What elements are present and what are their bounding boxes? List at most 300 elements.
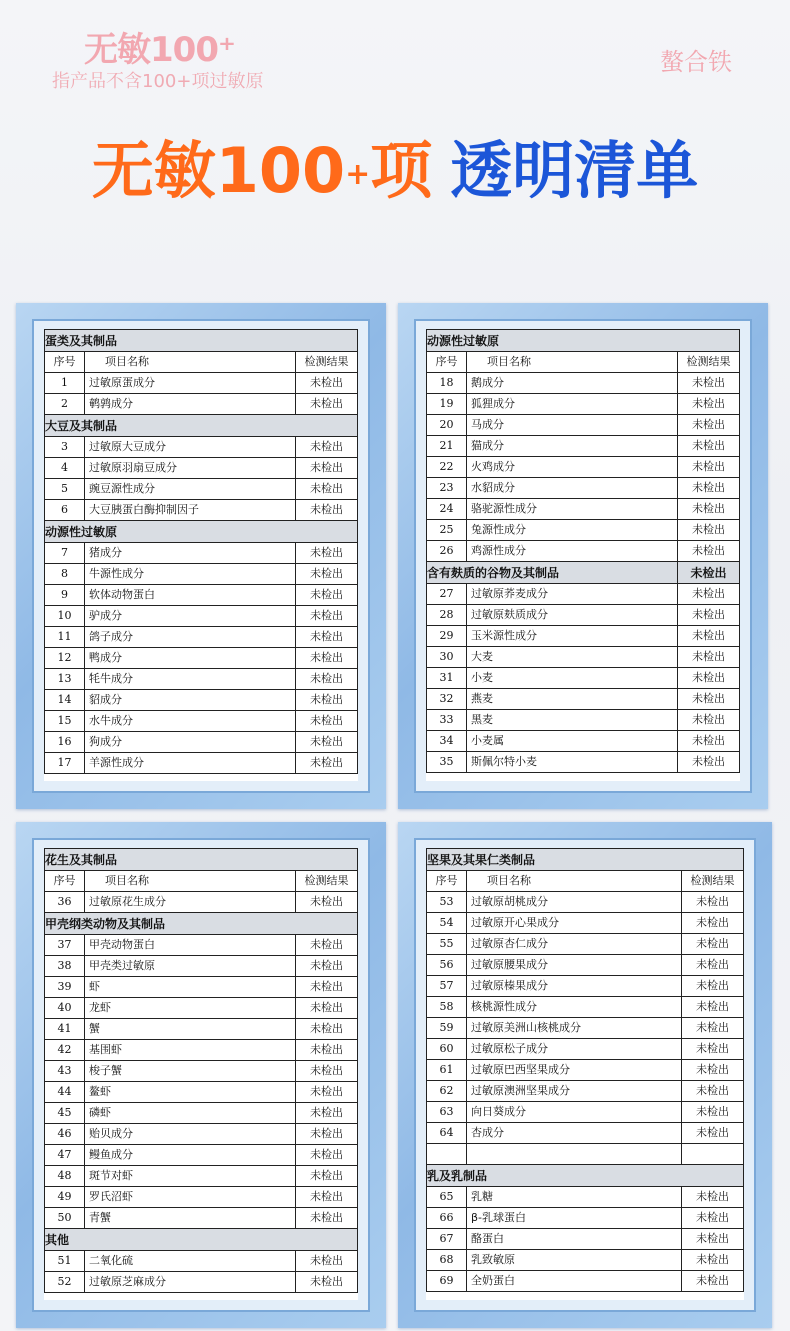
- row-result: [681, 1144, 743, 1165]
- col-header-no: 序号: [427, 352, 467, 373]
- row-number: 38: [45, 956, 85, 977]
- row-result: 未检出: [295, 585, 357, 606]
- table-row: [427, 1144, 744, 1165]
- row-result: 未检出: [677, 520, 739, 541]
- row-item-name: 鸡源性成分: [467, 541, 678, 562]
- table-row: [45, 732, 358, 753]
- row-number: 42: [45, 1040, 85, 1061]
- headline-orange: [92, 134, 433, 207]
- table-row: [45, 543, 358, 564]
- row-result: 未检出: [677, 436, 739, 457]
- row-number: 29: [427, 626, 467, 647]
- row-number: 31: [427, 668, 467, 689]
- row-item-name: 罗氏沼虾: [85, 1187, 296, 1208]
- row-number: 41: [45, 1019, 85, 1040]
- section-row: [427, 1165, 744, 1187]
- row-result: 未检出: [295, 648, 357, 669]
- table-row: [427, 997, 744, 1018]
- row-item-name: 大豆胰蛋白酶抑制因子: [85, 500, 296, 521]
- section-title: 蛋类及其制品: [45, 330, 358, 352]
- row-item-name: 虾: [85, 977, 296, 998]
- row-item-name: 过敏原芝麻成分: [85, 1272, 296, 1293]
- allergen-table: [426, 848, 744, 1292]
- row-number: 18: [427, 373, 467, 394]
- table-row: [45, 753, 358, 774]
- row-result: 未检出: [681, 892, 743, 913]
- table-row: [45, 956, 358, 977]
- table-row: [427, 1250, 744, 1271]
- row-item-name: 玉米源性成分: [467, 626, 678, 647]
- section-title: 大豆及其制品: [45, 415, 358, 437]
- row-number: 37: [45, 935, 85, 956]
- row-result: 未检出: [295, 892, 357, 913]
- section-row: [45, 1229, 358, 1251]
- row-number: 1: [45, 373, 85, 394]
- col-header-no: 序号: [45, 352, 85, 373]
- row-item-name: 过敏原胡桃成分: [467, 892, 682, 913]
- row-item-name: 燕麦: [467, 689, 678, 710]
- section-row: [45, 415, 358, 437]
- row-number: 32: [427, 689, 467, 710]
- table-row: [427, 1102, 744, 1123]
- row-result: 未检出: [677, 689, 739, 710]
- row-item-name: 蟹: [85, 1019, 296, 1040]
- row-item-name: 过敏原麸质成分: [467, 605, 678, 626]
- row-result: 未检出: [295, 543, 357, 564]
- row-item-name: β-乳球蛋白: [467, 1208, 682, 1229]
- table-row: [427, 1123, 744, 1144]
- table-row: [45, 892, 358, 913]
- table-row: [45, 1145, 358, 1166]
- table-row: [45, 998, 358, 1019]
- row-item-name: 青蟹: [85, 1208, 296, 1229]
- row-item-name: 羊源性成分: [85, 753, 296, 774]
- row-number: 5: [45, 479, 85, 500]
- row-item-name: 鸽子成分: [85, 627, 296, 648]
- row-result: 未检出: [677, 752, 739, 773]
- allergen-table: [44, 848, 358, 1293]
- row-number: 27: [427, 584, 467, 605]
- section-row: [45, 521, 358, 543]
- row-item-name: 水貂成分: [467, 478, 678, 499]
- row-result: 未检出: [681, 1018, 743, 1039]
- table-row: [45, 437, 358, 458]
- table-row: [427, 415, 740, 436]
- row-item-name: 貂成分: [85, 690, 296, 711]
- row-result: 未检出: [295, 479, 357, 500]
- row-item-name: 鹌鹑成分: [85, 394, 296, 415]
- row-item-name: 磷虾: [85, 1103, 296, 1124]
- table-row: [427, 499, 740, 520]
- table-row: [45, 1061, 358, 1082]
- row-number: 17: [45, 753, 85, 774]
- row-number: 34: [427, 731, 467, 752]
- section-title: 含有麸质的谷物及其制品: [427, 562, 678, 584]
- row-number: 49: [45, 1187, 85, 1208]
- row-result: 未检出: [295, 500, 357, 521]
- row-item-name: 牛源性成分: [85, 564, 296, 585]
- row-result: 未检出: [681, 1123, 743, 1144]
- row-number: 65: [427, 1187, 467, 1208]
- col-header-no: 序号: [45, 871, 85, 892]
- row-number: 64: [427, 1123, 467, 1144]
- row-result: 未检出: [677, 457, 739, 478]
- row-result: 未检出: [677, 710, 739, 731]
- row-item-name: 狐狸成分: [467, 394, 678, 415]
- row-result: 未检出: [295, 1040, 357, 1061]
- headline-part1-end: 项: [370, 134, 433, 207]
- headline-blue: 透明清单: [450, 134, 699, 207]
- col-header-name: 项目名称: [85, 871, 296, 892]
- col-header-result: 检测结果: [677, 352, 739, 373]
- row-item-name: 斯佩尔特小麦: [467, 752, 678, 773]
- row-number: 14: [45, 690, 85, 711]
- table-row: [427, 1208, 744, 1229]
- table-row: [45, 479, 358, 500]
- row-result: 未检出: [681, 1271, 743, 1292]
- row-result: 未检出: [677, 394, 739, 415]
- table-row: [45, 564, 358, 585]
- col-header-name: 项目名称: [467, 352, 678, 373]
- row-result: 未检出: [295, 1061, 357, 1082]
- row-number: 60: [427, 1039, 467, 1060]
- table-row: [427, 1187, 744, 1208]
- row-result: 未检出: [295, 1124, 357, 1145]
- row-result: 未检出: [681, 1081, 743, 1102]
- table-row: [427, 689, 740, 710]
- section-row: [45, 913, 358, 935]
- row-number: 56: [427, 955, 467, 976]
- row-number: 15: [45, 711, 85, 732]
- row-result: 未检出: [677, 584, 739, 605]
- section-title: 动源性过敏原: [45, 521, 358, 543]
- row-item-name: 过敏原腰果成分: [467, 955, 682, 976]
- row-result: 未检出: [295, 437, 357, 458]
- row-item-name: 水牛成分: [85, 711, 296, 732]
- table-row: [45, 711, 358, 732]
- row-result: 未检出: [681, 1102, 743, 1123]
- row-item-name: 骆驼源性成分: [467, 499, 678, 520]
- row-item-name: 过敏原澳洲坚果成分: [467, 1081, 682, 1102]
- product-name: 螯合铁: [660, 48, 732, 76]
- row-number: 68: [427, 1250, 467, 1271]
- row-number: 26: [427, 541, 467, 562]
- row-number: 43: [45, 1061, 85, 1082]
- row-number: 63: [427, 1102, 467, 1123]
- row-number: 45: [45, 1103, 85, 1124]
- row-item-name: 斑节对虾: [85, 1166, 296, 1187]
- row-result: 未检出: [295, 711, 357, 732]
- row-number: 39: [45, 977, 85, 998]
- table-frame-1: [16, 303, 386, 809]
- table-row: [45, 1272, 358, 1293]
- table-frame-2: [398, 303, 768, 809]
- row-result: 未检出: [295, 956, 357, 977]
- table-row: [45, 1208, 358, 1229]
- row-item-name: 牦牛成分: [85, 669, 296, 690]
- row-item-name: 基围虾: [85, 1040, 296, 1061]
- col-header-result: 检测结果: [681, 871, 743, 892]
- row-result: 未检出: [681, 976, 743, 997]
- table-row: [45, 1187, 358, 1208]
- row-result: 未检出: [295, 935, 357, 956]
- row-result: 未检出: [295, 606, 357, 627]
- table-row: [45, 648, 358, 669]
- table-row: [45, 669, 358, 690]
- column-header-row: [427, 871, 744, 892]
- row-number: 8: [45, 564, 85, 585]
- row-result: 未检出: [295, 1251, 357, 1272]
- row-number: 13: [45, 669, 85, 690]
- column-header-row: [45, 871, 358, 892]
- row-item-name: [467, 1144, 682, 1165]
- row-result: 未检出: [677, 731, 739, 752]
- headline-sup: +: [345, 157, 371, 192]
- row-number: 61: [427, 1060, 467, 1081]
- row-item-name: 鹅成分: [467, 373, 678, 394]
- row-item-name: 黑麦: [467, 710, 678, 731]
- col-header-name: 项目名称: [85, 352, 296, 373]
- table-row: [427, 626, 740, 647]
- section-title: 动源性过敏原: [427, 330, 740, 352]
- row-number: 22: [427, 457, 467, 478]
- table-row: [427, 1018, 744, 1039]
- row-item-name: 兔源性成分: [467, 520, 678, 541]
- table-row: [45, 1082, 358, 1103]
- row-number: [427, 1144, 467, 1165]
- row-item-name: 驴成分: [85, 606, 296, 627]
- table-row: [45, 500, 358, 521]
- row-number: 59: [427, 1018, 467, 1039]
- row-item-name: 酪蛋白: [467, 1229, 682, 1250]
- row-item-name: 狗成分: [85, 732, 296, 753]
- row-number: 50: [45, 1208, 85, 1229]
- table-paper: [426, 329, 740, 781]
- row-number: 33: [427, 710, 467, 731]
- row-number: 46: [45, 1124, 85, 1145]
- row-item-name: 小麦: [467, 668, 678, 689]
- row-number: 62: [427, 1081, 467, 1102]
- row-item-name: 猪成分: [85, 543, 296, 564]
- row-number: 10: [45, 606, 85, 627]
- row-number: 44: [45, 1082, 85, 1103]
- table-row: [45, 585, 358, 606]
- table-row: [427, 892, 744, 913]
- table-row: [45, 1251, 358, 1272]
- row-item-name: 甲壳动物蛋白: [85, 935, 296, 956]
- table-row: [45, 627, 358, 648]
- section-title: 甲壳纲类动物及其制品: [45, 913, 358, 935]
- row-item-name: 过敏原开心果成分: [467, 913, 682, 934]
- table-row: [427, 710, 740, 731]
- row-result: 未检出: [295, 1145, 357, 1166]
- table-row: [427, 1081, 744, 1102]
- row-result: 未检出: [295, 1166, 357, 1187]
- brand-block: [52, 30, 284, 94]
- row-result: 未检出: [677, 478, 739, 499]
- row-number: 35: [427, 752, 467, 773]
- table-row: [427, 1229, 744, 1250]
- table-row: [45, 1124, 358, 1145]
- table-row: [427, 934, 744, 955]
- table-row: [45, 394, 358, 415]
- table-row: [427, 541, 740, 562]
- row-item-name: 过敏原美洲山核桃成分: [467, 1018, 682, 1039]
- row-item-name: 杏成分: [467, 1123, 682, 1144]
- table-row: [427, 1039, 744, 1060]
- row-item-name: 过敏原杏仁成分: [467, 934, 682, 955]
- row-number: 67: [427, 1229, 467, 1250]
- row-result: 未检出: [295, 394, 357, 415]
- row-item-name: 火鸡成分: [467, 457, 678, 478]
- table-row: [45, 458, 358, 479]
- row-result: 未检出: [295, 1082, 357, 1103]
- row-item-name: 过敏原大豆成分: [85, 437, 296, 458]
- row-number: 24: [427, 499, 467, 520]
- row-number: 16: [45, 732, 85, 753]
- section-title: 其他: [45, 1229, 358, 1251]
- row-item-name: 软体动物蛋白: [85, 585, 296, 606]
- row-result: 未检出: [681, 913, 743, 934]
- row-result: 未检出: [295, 564, 357, 585]
- row-number: 40: [45, 998, 85, 1019]
- row-result: 未检出: [677, 647, 739, 668]
- section-row: [427, 330, 740, 352]
- table-paper: [44, 848, 358, 1300]
- table-row: [427, 731, 740, 752]
- brand-logo: 无敏100⁺: [84, 30, 235, 70]
- table-paper: [44, 329, 358, 781]
- table-row: [427, 955, 744, 976]
- row-number: 69: [427, 1271, 467, 1292]
- row-result: 未检出: [295, 1019, 357, 1040]
- headline-part1: 无敏100: [91, 134, 346, 207]
- brand-tagline: 指产品不含100+项过敏原: [52, 71, 264, 92]
- table-row: [45, 977, 358, 998]
- row-item-name: 梭子蟹: [85, 1061, 296, 1082]
- row-item-name: 马成分: [467, 415, 678, 436]
- table-row: [45, 1103, 358, 1124]
- row-item-name: 甲壳类过敏原: [85, 956, 296, 977]
- row-item-name: 过敏原榛果成分: [467, 976, 682, 997]
- column-header-row: [45, 352, 358, 373]
- allergen-table: [426, 329, 740, 773]
- col-header-result: 检测结果: [295, 871, 357, 892]
- row-result: 未检出: [295, 1187, 357, 1208]
- row-item-name: 鳌虾: [85, 1082, 296, 1103]
- row-item-name: 过敏原巴西坚果成分: [467, 1060, 682, 1081]
- row-number: 6: [45, 500, 85, 521]
- row-number: 54: [427, 913, 467, 934]
- row-item-name: 过敏原羽扇豆成分: [85, 458, 296, 479]
- row-number: 9: [45, 585, 85, 606]
- row-item-name: 二氧化硫: [85, 1251, 296, 1272]
- row-result: 未检出: [681, 1039, 743, 1060]
- table-row: [427, 1060, 744, 1081]
- row-result: 未检出: [295, 1272, 357, 1293]
- col-header-name: 项目名称: [467, 871, 682, 892]
- table-row: [427, 373, 740, 394]
- row-item-name: 小麦属: [467, 731, 678, 752]
- row-item-name: 核桃源性成分: [467, 997, 682, 1018]
- table-row: [427, 752, 740, 773]
- section-title: 坚果及其果仁类制品: [427, 849, 744, 871]
- section-result: 未检出: [677, 562, 739, 584]
- row-result: 未检出: [681, 955, 743, 976]
- row-number: 48: [45, 1166, 85, 1187]
- row-number: 57: [427, 976, 467, 997]
- row-number: 30: [427, 647, 467, 668]
- row-item-name: 鳗鱼成分: [85, 1145, 296, 1166]
- row-item-name: 过敏原花生成分: [85, 892, 296, 913]
- row-result: 未检出: [295, 753, 357, 774]
- row-number: 4: [45, 458, 85, 479]
- row-result: 未检出: [295, 690, 357, 711]
- table-row: [427, 913, 744, 934]
- table-row: [427, 520, 740, 541]
- row-item-name: 向日葵成分: [467, 1102, 682, 1123]
- col-header-no: 序号: [427, 871, 467, 892]
- table-row: [427, 605, 740, 626]
- row-result: 未检出: [677, 626, 739, 647]
- row-result: 未检出: [681, 1229, 743, 1250]
- row-number: 12: [45, 648, 85, 669]
- col-header-result: 检测结果: [295, 352, 357, 373]
- row-result: 未检出: [677, 605, 739, 626]
- row-result: 未检出: [295, 373, 357, 394]
- section-title: 花生及其制品: [45, 849, 358, 871]
- row-number: 3: [45, 437, 85, 458]
- row-result: 未检出: [681, 1187, 743, 1208]
- table-row: [45, 690, 358, 711]
- row-number: 11: [45, 627, 85, 648]
- row-result: 未检出: [295, 669, 357, 690]
- row-result: 未检出: [677, 415, 739, 436]
- section-row: [427, 849, 744, 871]
- table-frame-3: [16, 822, 386, 1328]
- table-row: [427, 668, 740, 689]
- row-number: 25: [427, 520, 467, 541]
- row-result: 未检出: [295, 627, 357, 648]
- section-row: [45, 849, 358, 871]
- row-item-name: 豌豆源性成分: [85, 479, 296, 500]
- row-item-name: 乳糖: [467, 1187, 682, 1208]
- table-row: [427, 647, 740, 668]
- row-result: 未检出: [295, 977, 357, 998]
- column-header-row: [427, 352, 740, 373]
- table-row: [45, 373, 358, 394]
- table-row: [45, 935, 358, 956]
- row-result: 未检出: [681, 1208, 743, 1229]
- row-number: 19: [427, 394, 467, 415]
- row-number: 66: [427, 1208, 467, 1229]
- row-result: 未检出: [295, 732, 357, 753]
- row-result: 未检出: [681, 1060, 743, 1081]
- section-row: [427, 562, 740, 584]
- row-number: 52: [45, 1272, 85, 1293]
- row-number: 51: [45, 1251, 85, 1272]
- table-row: [427, 436, 740, 457]
- row-result: 未检出: [681, 1250, 743, 1271]
- row-number: 7: [45, 543, 85, 564]
- table-row: [45, 1166, 358, 1187]
- table-row: [427, 976, 744, 997]
- row-number: 2: [45, 394, 85, 415]
- row-item-name: 乳致敏原: [467, 1250, 682, 1271]
- table-row: [427, 1271, 744, 1292]
- row-number: 28: [427, 605, 467, 626]
- table-frame-4: [398, 822, 772, 1328]
